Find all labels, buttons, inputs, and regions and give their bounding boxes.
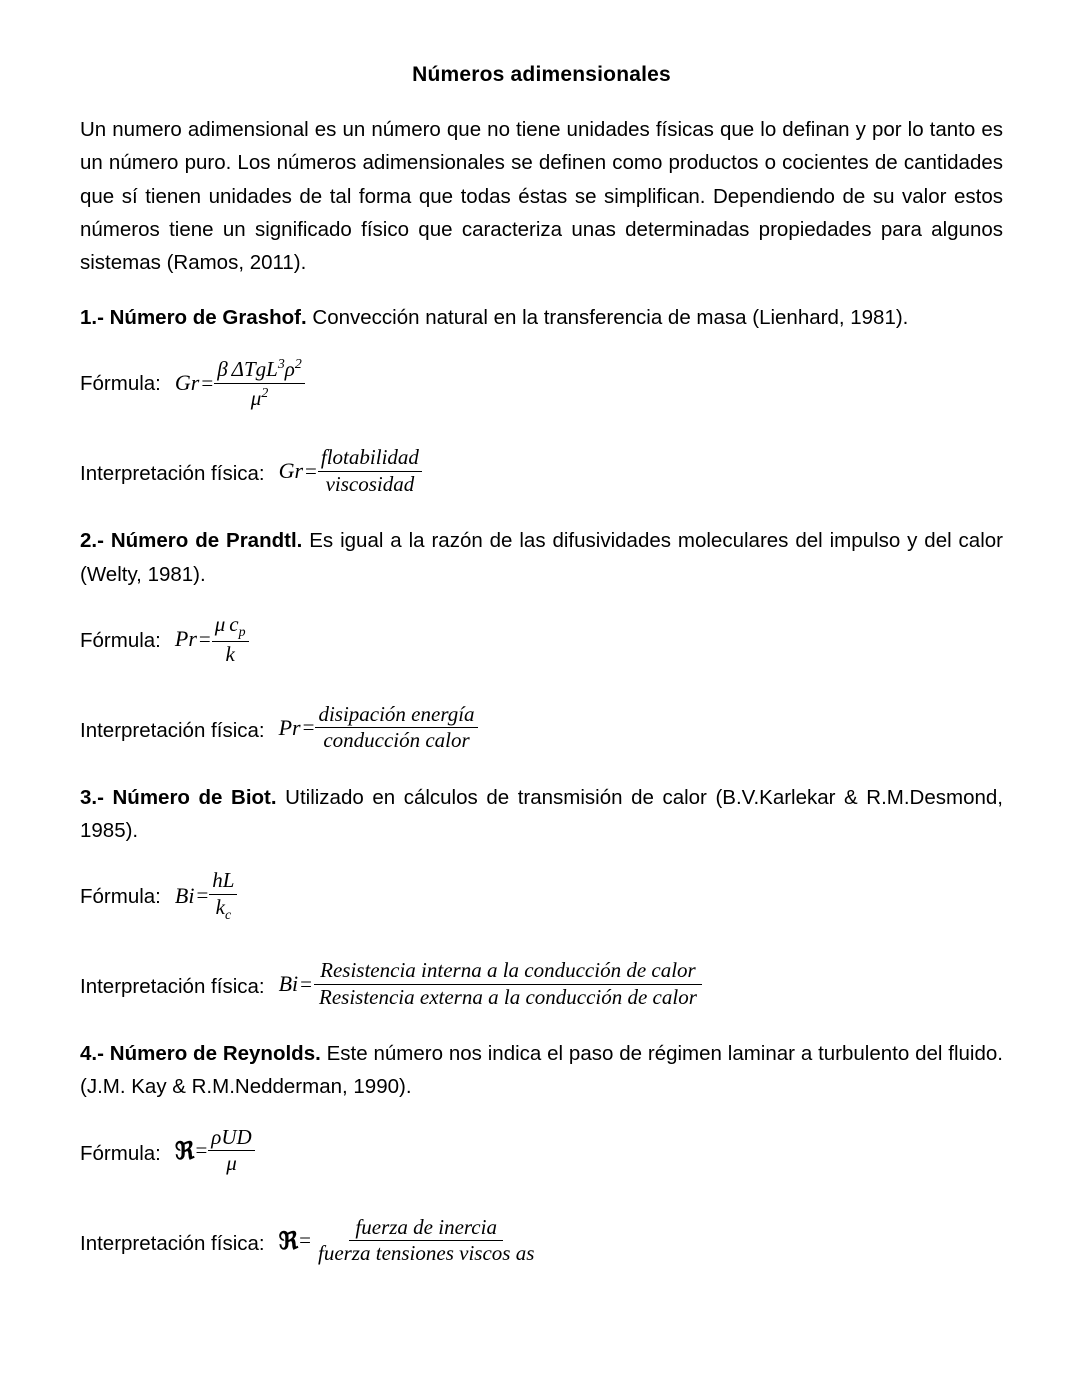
formula-row-biot — [80, 869, 1003, 933]
fraction-numerator — [214, 356, 305, 384]
interpretation-biot — [279, 959, 703, 1009]
equals-sign: = — [300, 971, 312, 996]
equals-sign: = — [201, 370, 214, 395]
equals-sign: = — [196, 883, 209, 908]
fraction-denominator: fuerza tensiones viscos as — [317, 1241, 535, 1266]
formula-prandtl — [175, 613, 249, 666]
formula-grashof — [175, 356, 305, 410]
symbol-L: L — [266, 357, 278, 382]
formula-row-reynolds — [80, 1126, 1003, 1190]
fraction-interpretation-prandtl — [315, 703, 477, 753]
section-heading-biot — [80, 781, 1003, 847]
intro-paragraph: Un numero adimensional es un número que no tiene unidades físicas que lo definan y por lo tanto es un número puro. Los números adimensionales se definen como productos o cocientes de cantidades que sí tienen unidades de tal forma que todas éstas se simplifican. Dependiendo de su valor estos números tiene un significado físico que caracteriza unas determinadas propiedades para algunos sistemas (Ramos, 2011). — [80, 118, 1003, 274]
symbol-g: g — [255, 357, 267, 382]
symbol-c: c — [229, 611, 239, 636]
fraction-interpretation-grashof — [318, 446, 422, 496]
fraction-interpretation-biot — [313, 959, 703, 1009]
formula-row-prandtl — [80, 613, 1003, 677]
formula-label: Fórmula: — [80, 628, 161, 652]
formula-label: Fórmula: — [80, 372, 161, 396]
interpretation-symbol-prandtl: Pr — [278, 714, 301, 740]
section-number-reynolds: 4.- Número de Reynolds. — [80, 1042, 321, 1066]
equals-sign: = — [198, 626, 211, 651]
fraction-denominator: Resistencia externa a la conducción de calor — [319, 984, 697, 1009]
interpretation-row-grashof — [80, 446, 1003, 510]
fraction-numerator: fuerza de inercia — [349, 1216, 503, 1242]
fraction-denominator — [248, 384, 271, 411]
interpretation-symbol-biot: Bi — [278, 971, 299, 997]
symbol-k: k — [215, 894, 225, 919]
fraction-reynolds — [208, 1126, 254, 1176]
symbol-L: L — [222, 868, 235, 893]
interpretation-row-biot — [80, 959, 1003, 1023]
symbol-rho: ρ — [211, 1124, 222, 1149]
fraction-grashof — [214, 356, 305, 410]
interpretation-label: Interpretación física: — [80, 462, 265, 486]
fraction-denominator: μ — [226, 1151, 237, 1176]
formula-biot — [175, 869, 238, 922]
fraction-numerator: flotabilidad — [318, 446, 422, 472]
formula-symbol-reynolds: ℜ — [174, 1136, 195, 1166]
section-number-prandtl: 2.- Número de Prandtl. — [80, 529, 303, 553]
fraction-numerator — [209, 869, 237, 895]
symbol-beta: β — [217, 357, 228, 382]
subscript-c: c — [224, 906, 232, 922]
fraction-numerator — [212, 613, 249, 642]
formula-symbol-biot: Bi — [174, 882, 195, 908]
section-description-prandtl: Es igual a la razón de las difusividades moleculares del impulso y del calor (Welty, 1981). — [80, 529, 1003, 586]
exponent-mu: 2 — [261, 384, 269, 400]
fraction-interpretation-reynolds — [312, 1216, 540, 1266]
formula-row-grashof — [80, 356, 1003, 420]
symbol-rho: ρ — [284, 357, 295, 382]
equals-sign: = — [305, 458, 317, 483]
formula-symbol-prandtl: Pr — [174, 626, 197, 652]
symbol-delta: Δ — [231, 357, 244, 382]
fraction-denominator: viscosidad — [325, 471, 415, 496]
symbol-U: U — [221, 1124, 237, 1149]
symbol-mu: μ — [214, 611, 226, 636]
fraction-biot — [209, 869, 237, 922]
interpretation-prandtl — [279, 703, 478, 753]
interpretation-symbol-reynolds: ℜ — [278, 1226, 299, 1256]
symbol-T: T — [243, 357, 256, 382]
formula-label: Fórmula: — [80, 1141, 161, 1165]
fraction-denominator: conducción calor — [323, 728, 470, 753]
section-heading-reynolds — [80, 1037, 1003, 1103]
fraction-numerator: Resistencia interna a la conducción de calor — [314, 959, 702, 985]
interpretation-row-prandtl — [80, 703, 1003, 767]
section-description-reynolds: Este número nos indica el paso de régimen laminar a turbulento del fluido. (J.M. Kay & R.M.Nedderman, 1990). — [80, 1042, 1003, 1099]
section-heading-prandtl — [80, 524, 1003, 590]
fraction-denominator — [213, 895, 234, 923]
fraction-denominator: k — [225, 641, 235, 666]
section-number-biot: 3.- Número de Biot. — [80, 785, 277, 809]
fraction-numerator: disipación energía — [315, 703, 477, 729]
page-title: Números adimensionales — [412, 63, 671, 86]
section-description-biot: Utilizado en cálculos de transmisión de calor (B.V.Karlekar & R.M.Desmond, 1985). — [80, 785, 1003, 843]
equals-sign: = — [299, 1228, 311, 1253]
section-heading-grashof — [80, 301, 1003, 334]
fraction-prandtl — [212, 613, 249, 666]
interpretation-grashof — [279, 446, 422, 496]
formula-reynolds — [175, 1126, 255, 1176]
exponent-rho: 2 — [294, 356, 302, 372]
symbol-D: D — [236, 1124, 252, 1149]
interpretation-label: Interpretación física: — [80, 975, 265, 999]
interpretation-row-reynolds — [80, 1216, 1003, 1280]
subscript-p: p — [238, 624, 246, 639]
fraction-numerator — [208, 1126, 254, 1152]
symbol-mu: μ — [250, 385, 262, 410]
formula-label: Fórmula: — [80, 885, 161, 909]
interpretation-label: Interpretación física: — [80, 1231, 265, 1255]
interpretation-reynolds — [279, 1216, 541, 1266]
equals-sign: = — [195, 1138, 208, 1163]
formula-symbol-grashof: Gr — [174, 370, 200, 396]
section-number-grashof: 1.- Número de Grashof. — [80, 306, 307, 330]
exponent-L: 3 — [277, 356, 285, 372]
interpretation-label: Interpretación física: — [80, 718, 265, 742]
symbol-h: h — [212, 868, 223, 893]
interpretation-symbol-grashof: Gr — [278, 458, 304, 484]
equals-sign: = — [302, 715, 315, 740]
section-description-grashof: Convección natural en la transferencia de masa (Lienhard, 1981). — [306, 306, 909, 330]
